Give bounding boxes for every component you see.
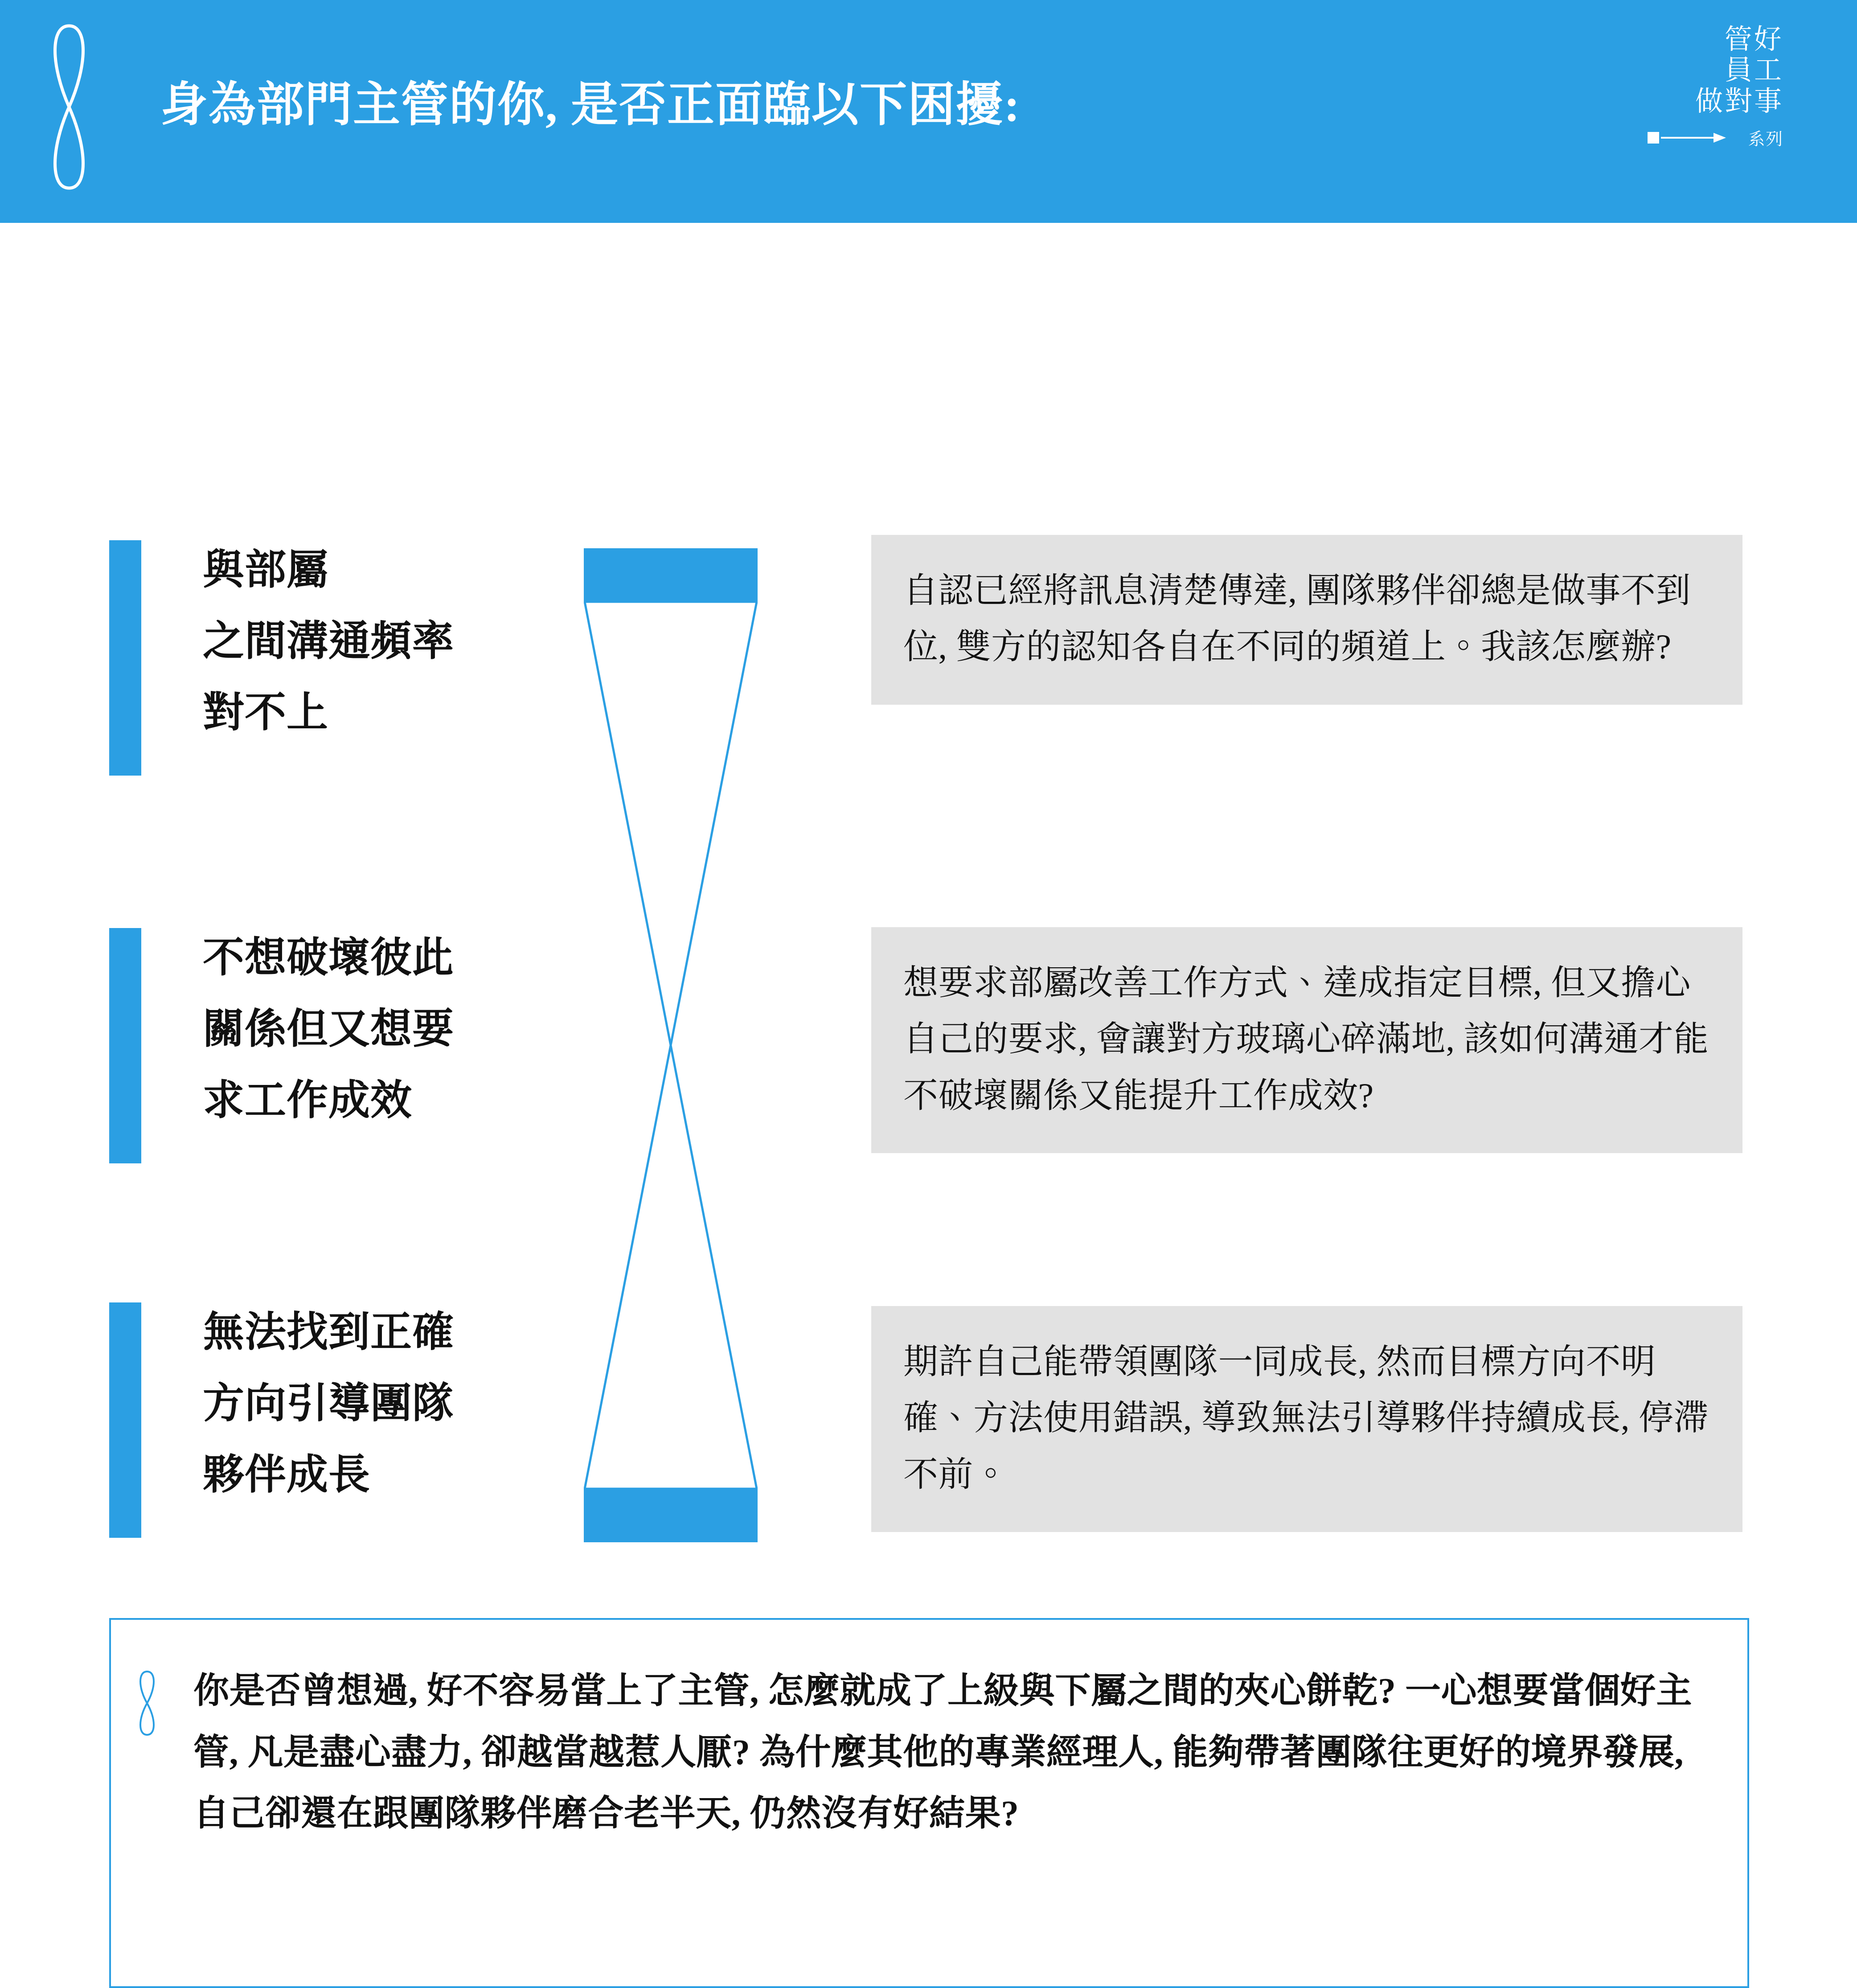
brand-series-label: 系列 [1747,130,1783,149]
footnote-panel [109,1618,1749,1988]
brand-line-2: 員工 [1724,55,1783,86]
page-header [0,0,1857,223]
footnote-text: 你是否曾想過, 好不容易當上了主管, 怎麼就成了上級與下屬之間的夾心餅乾? 一心想要當個好主管, 凡是盡心盡力, 卻越當越惹人厭? 為什麼其他的專業經理人, 能夠帶著團隊往更好的境界發展, 自己卻還在跟團隊夥伴磨合老半天, 仍然沒有好結果? [193,1672,1692,1834]
brand-line-3: 做對事 [1695,86,1783,117]
hourglass-logo-icon [42,22,96,192]
accent-bar [109,540,141,776]
brand-block [1605,25,1783,150]
issue-description: 期許自己能帶領團隊一同成長, 然而目標方向不明確、方法使用錯誤, 導致無法引導夥伴持續成長, 停滯不前。 [903,1342,1709,1494]
issue-title: 無法找到正確 方向引導團隊 夥伴成長 [203,1310,454,1498]
issue-description-box [871,535,1742,705]
issue-title: 不想破壞彼此 關係但又想要 求工作成效 [203,935,454,1124]
issue-description-box [871,1306,1742,1532]
brand-line-1: 管好 [1724,25,1783,55]
hourglass-graphic [584,548,758,1542]
arrow-right-icon [1648,130,1743,145]
issue-description: 想要求部屬改善工作方式、達成指定目標, 但又擔心自己的要求, 會讓對方玻璃心碎滿地, 該如何溝通才能不破壞關係又能提升工作成效? [903,963,1709,1115]
hourglass-small-icon [135,1670,159,1737]
page-title: 身為部門主管的你, 是否正面臨以下困擾: [160,79,1021,131]
issue-description-box [871,927,1742,1153]
main-content [0,223,1857,1858]
accent-bar [109,1302,141,1538]
issue-description: 自認已經將訊息清楚傳達, 團隊夥伴卻總是做事不到位, 雙方的認知各自在不同的頻道上。我該怎麼辦? [903,571,1691,666]
accent-bar [109,928,141,1163]
brand-series-row [1605,125,1783,150]
issue-title: 與部屬 之間溝通頻率 對不上 [203,547,454,736]
